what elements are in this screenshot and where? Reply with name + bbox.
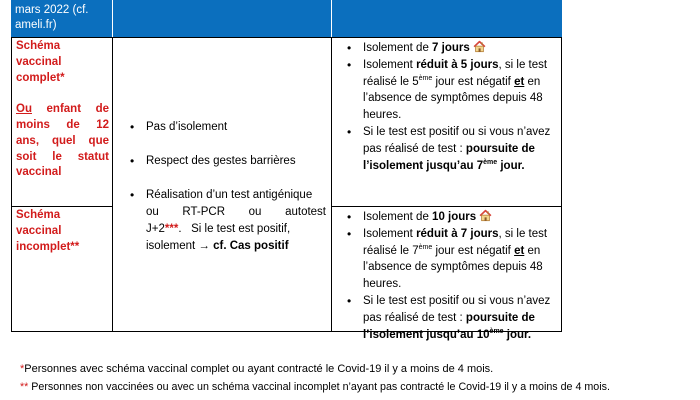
arrow-right-icon: → [198,240,210,252]
footnote-complet: *Personnes avec schéma vaccinal complet ou ayant contracté le Covid-19 il y a moins de 4 mois. [20,363,494,375]
table-header-row [11,0,562,37]
house-icon [473,40,486,53]
isolation-rules-incomplet [363,209,559,343]
measure-no-isolation: • Pas d’isolement [146,119,326,136]
label-schema-incomplet: Schéma vaccinal incomplet** [16,209,80,253]
contact-measures [146,119,326,255]
child-condition-line: Ou enfant de [16,103,109,116]
house-icon [479,209,492,222]
footnote-incomplet: ** Personnes non vaccinées ou avec un schéma vaccinal incomplet n’ayant pas contracté le Covid-19 il y a moins de 4 mois. [20,381,610,393]
isolation-rules-complet [363,40,559,174]
rule-positive: • Si le test est positif ou si vous n’avez pas réalisé de test : poursuite de l’isolement jusqu’au 7ème jour. [363,124,559,174]
header-date-text: mars 2022 (cf. ameli.fr) [15,4,89,31]
rule-duration: • Isolement de 10 jours [363,209,559,226]
protocol-table [11,0,562,341]
rule-reduced: • Isolement réduit à 7 jours, si le test réalisé le 7ème jour est négatif et en l’absence de symptômes depuis 48 heures. [363,226,559,293]
rule-positive: • Si le test est positif ou si vous n’avez pas réalisé de test : poursuite de l’isolement jusqu’au 10ème jour. [363,293,559,343]
rule-reduced: • Isolement réduit à 5 jours, si le test réalisé le 5ème jour est négatif et en l’absence de symptômes depuis 48 heures. [363,57,559,124]
measure-barrier-gestures: • Respect des gestes barrières [146,153,326,170]
rule-duration: • Isolement de 7 jours [363,40,559,57]
measure-test: • Réalisation d’un test antigénique ou RT-PCR ou autotest J+2***. Si le test est positif, isolement → cf. Cas positif [146,187,326,255]
label-schema-complet: Schéma vaccinal complet* Ou enfant de moins de 12 ans, quel que soit le statut vaccinal [16,40,109,179]
